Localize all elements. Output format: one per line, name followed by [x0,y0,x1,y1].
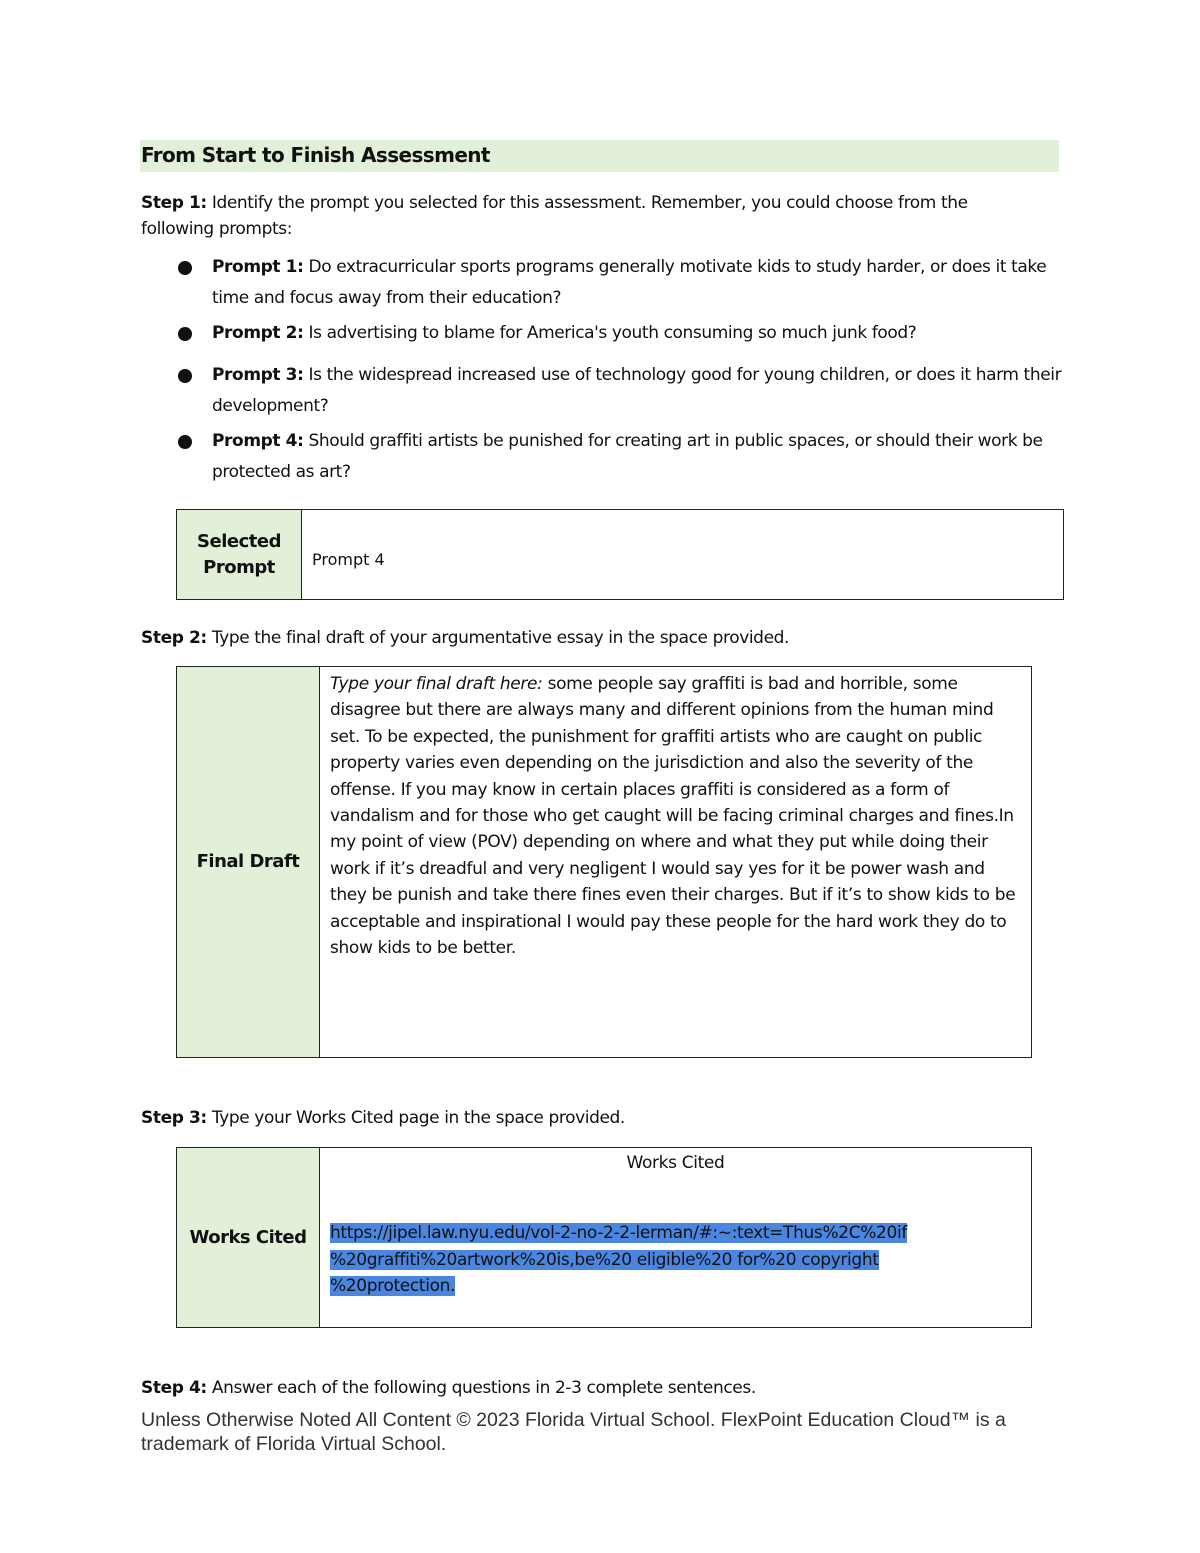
prompt-label: Prompt 2: [212,323,304,343]
selected-prompt-value[interactable]: Prompt 4 [302,510,1064,600]
prompt-item [176,318,1066,349]
final-draft-table [176,666,1032,1058]
works-cited-link-line: %20graffiti%20artwork%20is,be%20 eligible%20 for%20 copyright [330,1249,879,1270]
step-4-label: Step 4: [141,1378,207,1398]
step-1-label: Step 1: [141,193,207,213]
step-2-label: Step 2: [141,628,207,648]
prompt-text: Is advertising to blame for America's youth consuming so much junk food? [308,323,917,343]
copyright-footer: Unless Otherwise Noted All Content © 2023 Florida Virtual School. FlexPoint Education Cloud™ is a trademark of Florida Virtual School. [141,1409,1006,1455]
works-cited-link-line: https://jipel.law.nyu.edu/vol-2-no-2-2-lerman/#:~:text=Thus%2C%20if [330,1223,907,1244]
step-2-text: Type the final draft of your argumentative essay in the space provided. [211,628,790,648]
bullet-icon [178,327,192,341]
prompt-text: Should graffiti artists be punished for creating art in public spaces, or should their work be protected as art? [212,431,1043,482]
works-cited-table [176,1147,1032,1328]
prompt-label: Prompt 1: [212,257,304,277]
prompt-item [176,360,1066,422]
step-4-text: Answer each of the following questions in 2-3 complete sentences. [211,1378,756,1398]
prompt-list [176,252,1066,488]
prompt-label: Prompt 3: [212,365,304,385]
bullet-icon [178,369,192,383]
prompt-text: Is the widespread increased use of technology good for young children, or does it harm their development? [212,365,1062,416]
prompt-item [176,252,1066,314]
final-draft-label: Final Draft [177,667,320,1058]
selected-prompt-table [176,509,1064,600]
step-2-instructions [141,625,789,651]
works-cited-text-area[interactable] [320,1148,1032,1328]
selected-prompt-label: Selected Prompt [177,510,302,600]
bullet-icon [178,435,192,449]
prompt-text: Do extracurricular sports programs generally motivate kids to study harder, or does it take time and focus away from their education? [212,257,1047,308]
step-4-instructions [141,1375,756,1401]
bullet-icon [178,261,192,275]
works-cited-label: Works Cited [177,1148,320,1328]
step-1-text: Identify the prompt you selected for this assessment. Remember, you could choose from the following prompts: [141,193,968,239]
step-3-label: Step 3: [141,1108,207,1128]
step-1-instructions [141,190,1041,242]
final-draft-body: some people say graffiti is bad and horrible, some disagree but there are always many and different opinions from the human mind set. To be expected, the punishment for graffiti artists who are caught on public property varies even depending on the jurisdiction and also the severity of the offense. If you may know in certain places graffiti is considered as a form of vandalism and for those who get caught will be facing criminal charges and fines.In my point of view (POV) depending on where and what they put while doing their work if it’s dreadful and very negligent I would say yes for it be power wash and they be punish and take there fines even their charges. But if it’s to show kids to be acceptable and inspirational I would pay these people for the hard work they do to show kids to be better. [330,674,1016,959]
prompt-item [176,426,1066,488]
final-draft-text-area[interactable] [320,667,1032,1058]
step-3-instructions [141,1105,625,1131]
works-cited-heading: Works Cited [626,1153,725,1173]
step-3-text: Type your Works Cited page in the space provided. [211,1108,625,1128]
prompt-label: Prompt 4: [212,431,304,451]
works-cited-link-line: %20protection. [330,1276,456,1297]
assessment-title: From Start to Finish Assessment [140,140,1059,172]
works-cited-link[interactable] [330,1220,1021,1299]
final-draft-intro: Type your final draft here: [330,674,543,694]
